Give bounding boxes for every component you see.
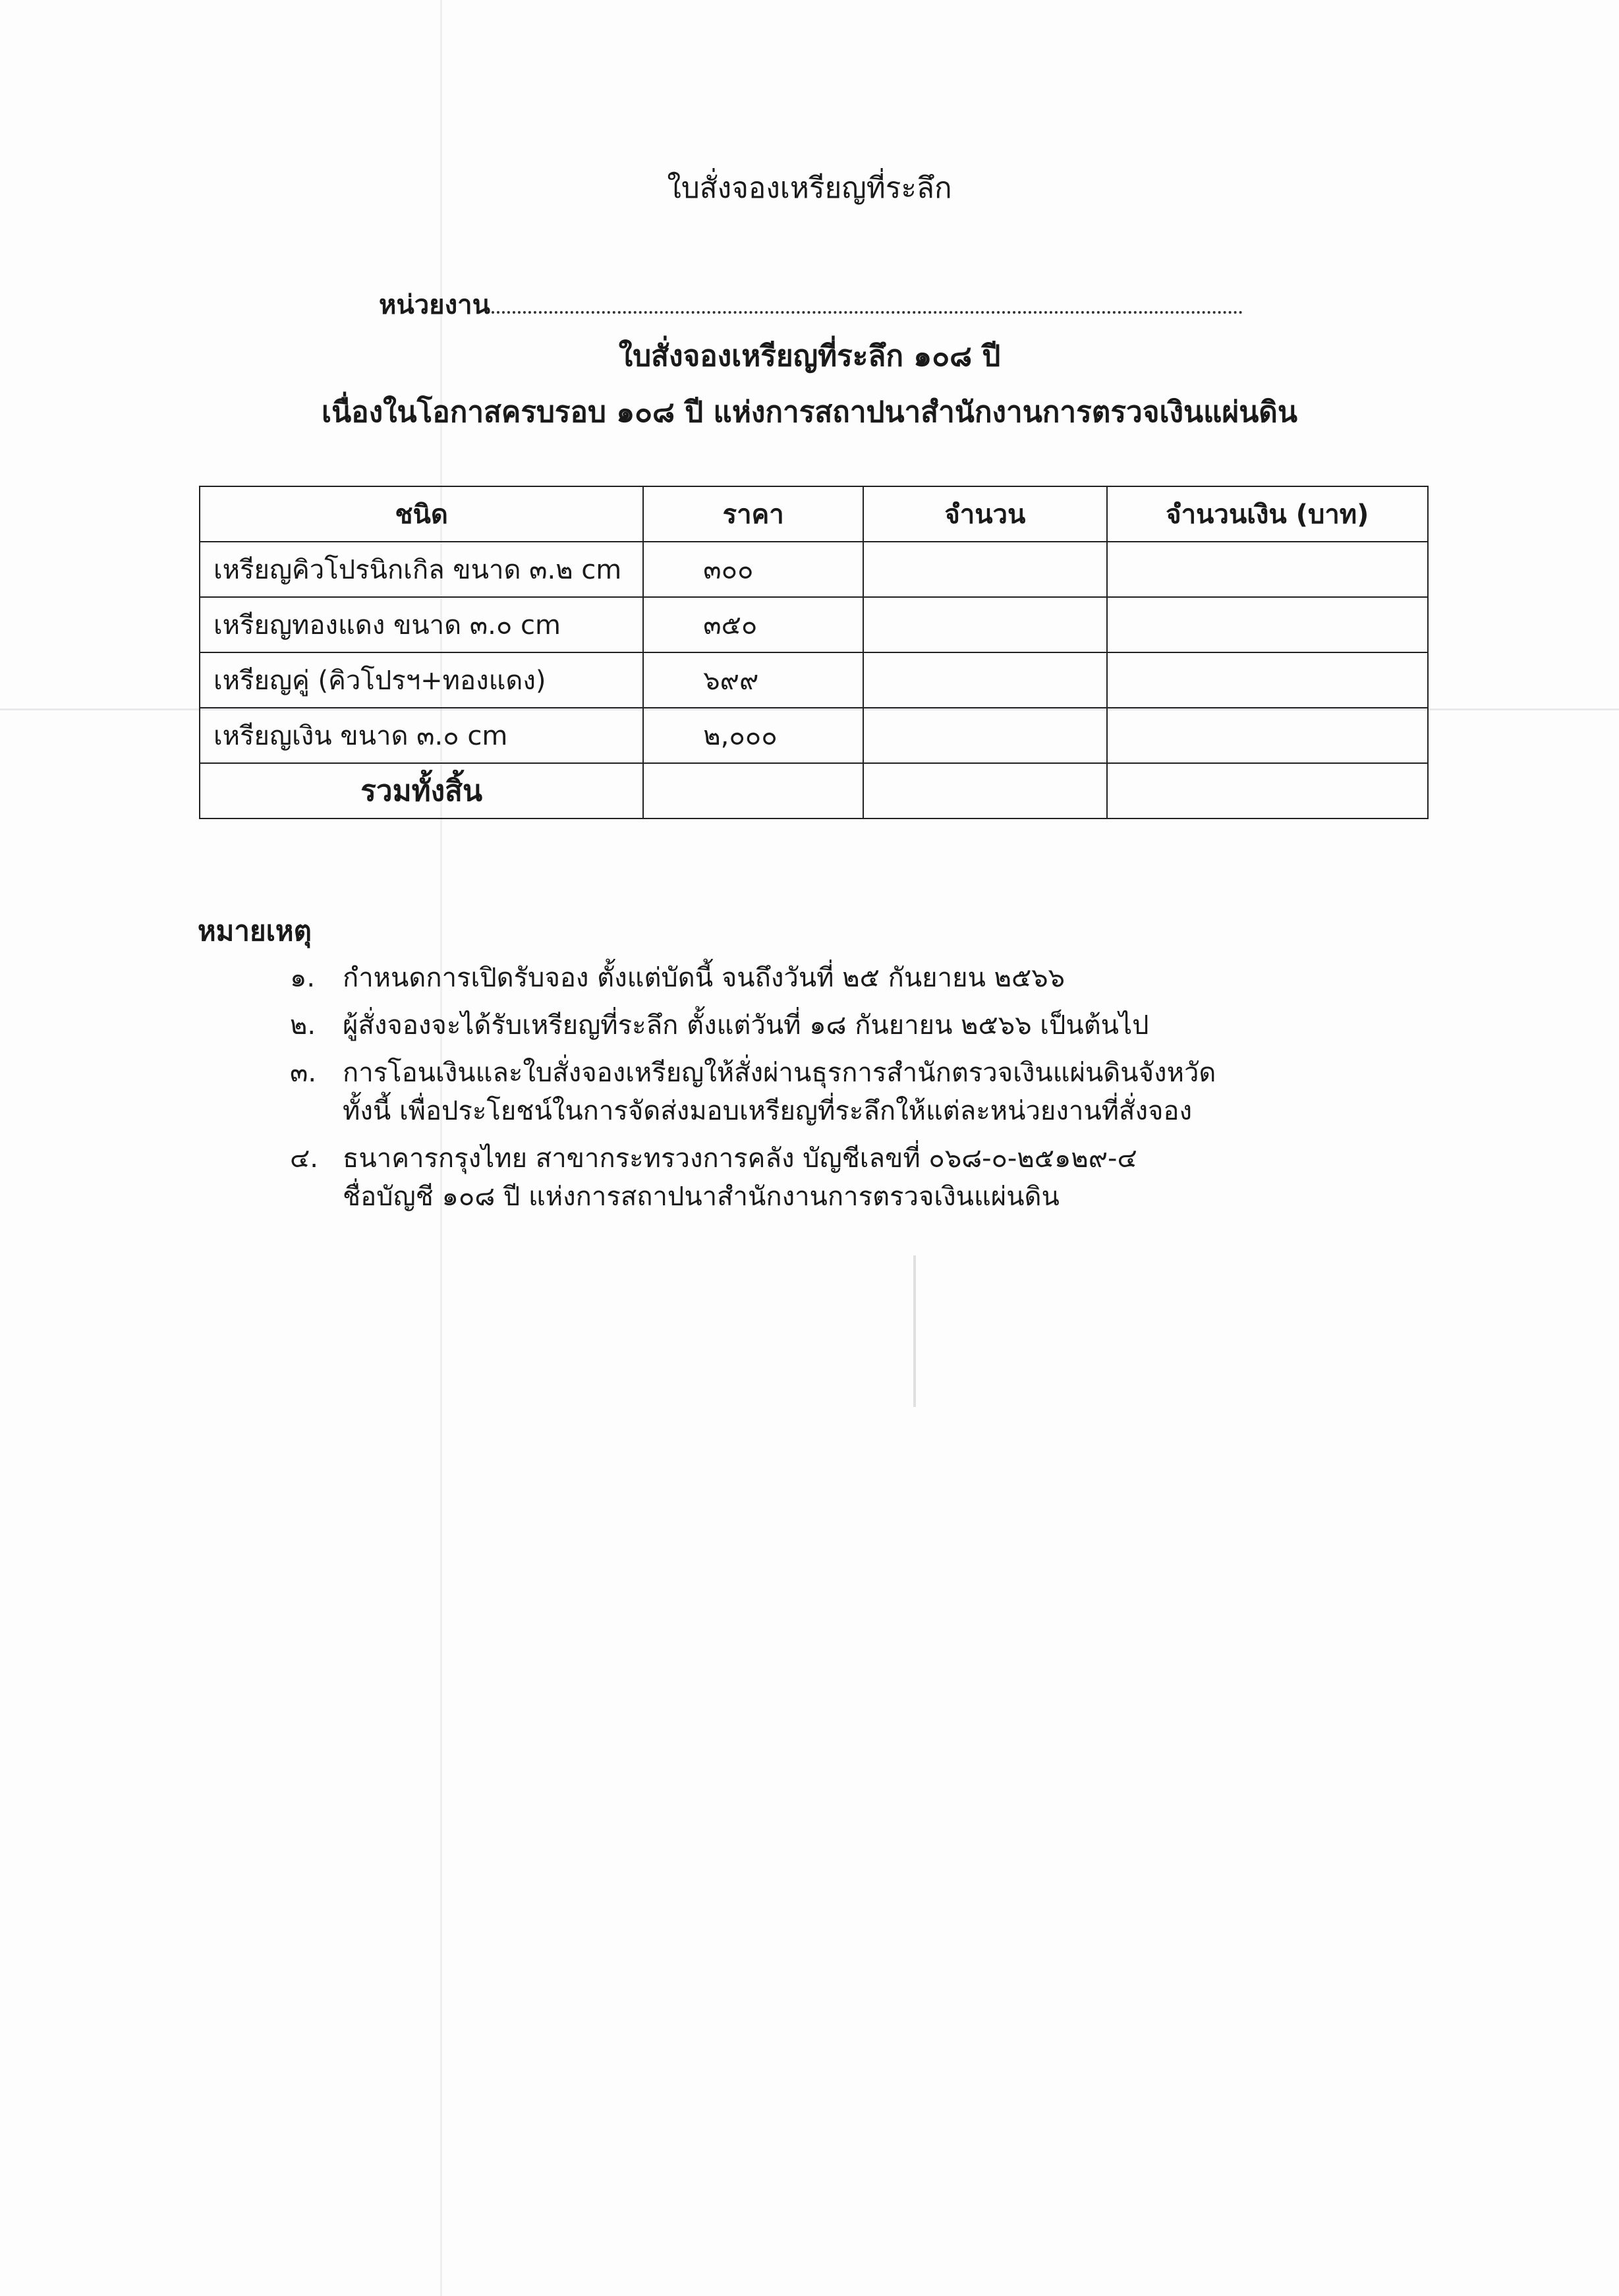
note-text: การโอนเงินและใบสั่งจองเหรียญให้สั่งผ่านธุรการสำนักตรวจเงินแผ่นดินจังหวัด (343, 1058, 1216, 1088)
total-price-cell[interactable] (643, 763, 863, 818)
order-table (199, 486, 1429, 819)
agency-fill-line[interactable] (492, 311, 1243, 314)
note-body (343, 959, 1065, 997)
quantity-cell[interactable] (863, 652, 1107, 708)
header-price: ราคา (643, 486, 863, 542)
item-name: เหรียญคิวโปรนิกเกิล ขนาด ๓.๒ cm (200, 542, 643, 597)
total-label: รวมทั้งสิ้น (200, 763, 643, 818)
scan-mark (913, 1255, 916, 1407)
total-row (200, 763, 1428, 818)
item-price: ๒,๐๐๐ (643, 708, 863, 763)
quantity-cell[interactable] (863, 708, 1107, 763)
note-item (290, 1139, 1216, 1216)
note-text: ทั้งนี้ เพื่อประโยชน์ในการจัดส่งมอบเหรียญที่ระลึกให้แต่ละหน่วยงานที่สั่งจอง (343, 1096, 1192, 1126)
note-item (290, 1054, 1216, 1130)
note-body (343, 1006, 1149, 1045)
total-amount-cell[interactable] (1107, 763, 1428, 818)
note-number: ๒. (290, 1010, 316, 1041)
agency-label: หน่วยงาน (379, 290, 490, 320)
note-text: ชื่อบัญชี ๑๐๘ ปี แห่งการสถาปนาสำนักงานการตรวจเงินแผ่นดิน (343, 1182, 1060, 1212)
note-text: ธนาคารกรุงไทย สาขากระทรวงการคลัง บัญชีเลขที่ ๐๖๘-๐-๒๕๑๒๙-๔ (343, 1143, 1137, 1174)
table-header-row (200, 486, 1428, 542)
note-item (290, 959, 1216, 997)
agency-field (379, 283, 1243, 326)
quantity-cell[interactable] (863, 597, 1107, 652)
table-row (200, 708, 1428, 763)
note-body (343, 1054, 1216, 1130)
table-row (200, 597, 1428, 652)
item-price: ๖๙๙ (643, 652, 863, 708)
note-number: ๓. (290, 1058, 317, 1088)
occasion-line: เนื่องในโอกาสครบรอบ ๑๐๘ ปี แห่งการสถาปนาสำนักงานการตรวจเงินแผ่นดิน (322, 395, 1297, 429)
item-price: ๓๕๐ (643, 597, 863, 652)
item-price: ๓๐๐ (643, 542, 863, 597)
document-title: ใบสั่งจองเหรียญที่ระลึก (667, 171, 952, 205)
item-name: เหรียญคู่ (คิวโปรฯ+ทองแดง) (200, 652, 643, 708)
item-name: เหรียญเงิน ขนาด ๓.๐ cm (200, 708, 643, 763)
amount-cell[interactable] (1107, 597, 1428, 652)
notes-list (290, 959, 1216, 1225)
amount-cell[interactable] (1107, 708, 1428, 763)
note-item (290, 1006, 1216, 1045)
amount-cell[interactable] (1107, 652, 1428, 708)
quantity-cell[interactable] (863, 542, 1107, 597)
note-text: ผู้สั่งจองจะได้รับเหรียญที่ระลึก ตั้งแต่วันที่ ๑๘ กันยายน ๒๕๖๖ เป็นต้นไป (343, 1010, 1149, 1041)
note-number: ๑. (290, 963, 316, 993)
notes-heading: หมายเหตุ (198, 915, 312, 947)
header-type: ชนิด (200, 486, 643, 542)
amount-cell[interactable] (1107, 542, 1428, 597)
note-body (343, 1139, 1137, 1216)
item-name: เหรียญทองแดง ขนาด ๓.๐ cm (200, 597, 643, 652)
header-amount: จำนวนเงิน (บาท) (1107, 486, 1428, 542)
table-row (200, 652, 1428, 708)
form-subtitle: ใบสั่งจองเหรียญที่ระลึก ๑๐๘ ปี (618, 339, 1001, 373)
total-quantity-cell[interactable] (863, 763, 1107, 818)
header-quantity: จำนวน (863, 486, 1107, 542)
table-row (200, 542, 1428, 597)
note-text: กำหนดการเปิดรับจอง ตั้งแต่บัดนี้ จนถึงวันที่ ๒๕ กันยายน ๒๕๖๖ (343, 963, 1065, 993)
note-number: ๔. (290, 1143, 318, 1174)
